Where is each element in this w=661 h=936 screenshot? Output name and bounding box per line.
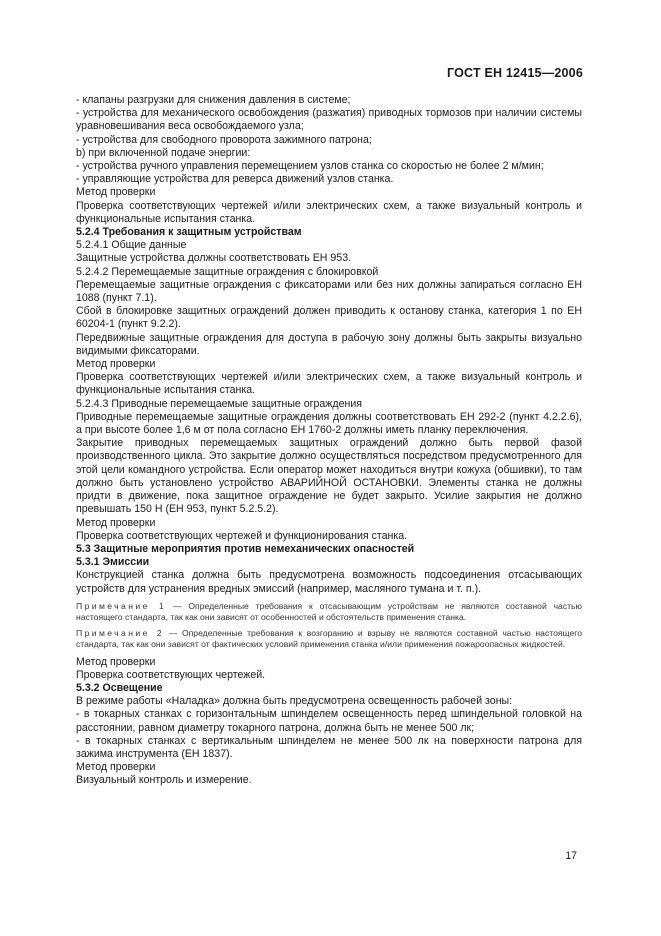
note xyxy=(76,601,582,623)
paragraph: Метод проверки xyxy=(76,358,156,371)
paragraph: Метод проверки xyxy=(76,655,156,668)
paragraph: - устройства ручного управления перемещением узлов станка со скоростью не более 2 м/мин; xyxy=(76,160,544,173)
section-heading: 5.3 Защитные мероприятия против немеханических опасностей xyxy=(76,542,415,555)
page-number: 17 xyxy=(565,850,577,862)
section-heading: 5.3.2 Освещение xyxy=(76,681,163,694)
paragraph: Проверка соответствующих чертежей и/или электрических схем, а также визуальный контроль и функциональные испытания станка. xyxy=(76,199,582,225)
note-label: Примечание 1 xyxy=(76,600,167,611)
section-heading: 5.3.1 Эмиссии xyxy=(76,556,150,569)
notes-section xyxy=(76,601,582,651)
paragraph: - устройства для свободного проворота зажимного патрона; xyxy=(76,133,372,146)
paragraph: Метод проверки xyxy=(76,761,156,774)
paragraph: Проверка соответствующих чертежей и/или электрических схем, а также визуальный контроль и функциональные испытания станка. xyxy=(76,371,582,397)
paragraph: Закрытие приводных перемещаемых защитных ограждений должно быть первой фазой производственного цикла. Это закрытие должно осуществляться посредством предусмотренного для этой цели командного устройства. Если оператор может находиться внутри кожуха (обшивки), то там должно быть установлено устройство АВАРИЙНОЙ ОСТАНОВКИ. Элементы станка не должны придти в движение, пока защитное ограждение не будет закрыто. Усилие закрытия не должно превышать 150 Н (ЕН 953, пункт 5.2.5.2). xyxy=(76,437,582,516)
paragraph: Метод проверки xyxy=(76,186,156,199)
paragraph: 5.2.4.3 Приводные перемещаемые защитные ограждения xyxy=(76,397,362,410)
body-section-2 xyxy=(76,656,582,788)
paragraph: - устройства для механического освобождения (разжатия) приводных тормозов при наличии системы уравновешивания веса освобождаемого узла; xyxy=(76,107,582,133)
paragraph: Конструкцией станка должна быть предусмотрена возможность подсоединения отсасывающих устройств для устранения вредных эмиссий (например, масляного тумана и т. п.). xyxy=(76,569,582,595)
paragraph: Метод проверки xyxy=(76,516,156,529)
paragraph: Визуальный контроль и измерение. xyxy=(76,774,252,787)
body-section-1 xyxy=(76,94,582,596)
paragraph: Проверка соответствующих чертежей. xyxy=(76,668,266,681)
paragraph: Передвижные защитные ограждения для доступа в рабочую зону должны быть закрыты визуально видимыми фиксаторами. xyxy=(76,331,582,357)
document-header: ГОСТ ЕН 12415—2006 xyxy=(447,66,583,80)
paragraph: В режиме работы «Наладка» должна быть предусмотрена освещенность рабочей зоны: xyxy=(76,695,513,708)
paragraph: - в токарных станках с вертикальным шпинделем не менее 500 лк на поверхности патрона для зажима инструмента (ЕН 1837). xyxy=(76,734,582,760)
section-heading: 5.2.4 Требования к защитным устройствам xyxy=(76,226,302,239)
paragraph: - управляющие устройства для реверса движений узлов станка. xyxy=(76,173,394,186)
paragraph: - клапаны разгрузки для снижения давления в системе; xyxy=(76,94,351,106)
paragraph: Сбой в блокировке защитных ограждений должен приводить к останову станка, категория 1 по ЕН 60204-1 (пункт 9.2.2). xyxy=(76,305,582,331)
paragraph: 5.2.4.2 Перемещаемые защитные ограждения с блокировкой xyxy=(76,265,379,278)
paragraph: Защитные устройства должны соответствовать ЕН 953. xyxy=(76,252,352,265)
paragraph: Проверка соответствующих чертежей и функционирования станка. xyxy=(76,529,408,542)
paragraph: 5.2.4.1 Общие данные xyxy=(76,239,187,252)
note-label: Примечание 2 xyxy=(76,628,165,639)
note xyxy=(76,628,582,650)
paragraph: Приводные перемещаемые защитные ограждения должны соответствовать ЕН 292-2 (пункт 4.2.2.6), а при высоте более 1,6 м от пола согласно ЕН 1760-2 должны иметь планку переключения. xyxy=(76,410,582,437)
paragraph: - в токарных станках с горизонтальным шпинделем освещенность перед шпиндельной головкой на расстоянии, равном диаметру токарного патрона, должна быть не менее 500 лк; xyxy=(76,708,582,734)
note-text: — Определенные требования к отсасывающим устройствам не являются составной частью настоящего стандарта, так как они зависят от особенностей и обстоятельств применения станка. xyxy=(76,600,582,622)
paragraph: b) при включенной подаче энергии: xyxy=(76,146,251,159)
paragraph: Перемещаемые защитные ограждения с фиксаторами или без них должны запираться согласно ЕН 1088 (пункт 7.1). xyxy=(76,278,582,305)
note-text: — Определенные требования к возгоранию и взрыву не являются составной частью настоящего стандарта, так как они зависят от фактических условий применения станка и/или применения пожароопасных жидкостей. xyxy=(76,628,582,650)
document-body xyxy=(76,94,582,788)
